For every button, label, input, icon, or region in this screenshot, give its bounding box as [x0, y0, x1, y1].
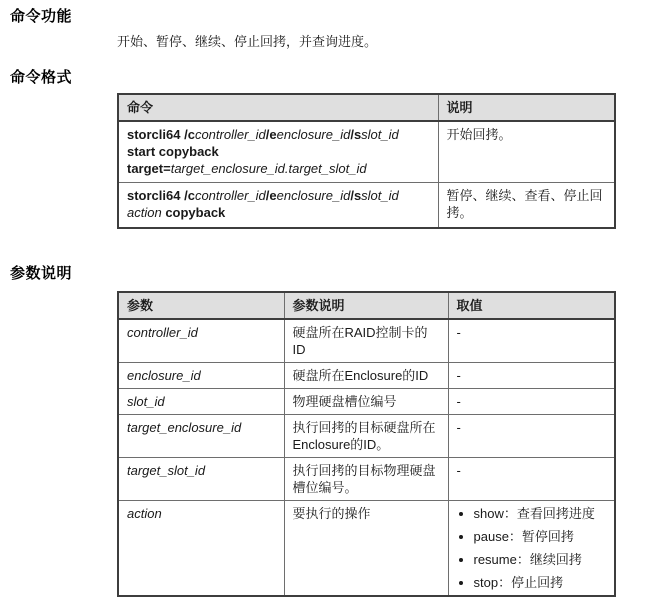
value-cell: - [448, 389, 615, 415]
command-segment: copyback [165, 204, 226, 220]
parameter-name: target_enclosure_id [127, 420, 242, 435]
table-row [118, 319, 615, 363]
command-segment: storcli64 /c [127, 187, 195, 203]
column-header: 取值 [448, 292, 615, 319]
command-segment: controller_id [194, 127, 266, 142]
column-header: 参数 [118, 292, 284, 319]
parameter-name-cell [118, 501, 284, 597]
parameter-description-cell: 硬盘所在RAID控制卡的ID [284, 319, 448, 363]
command-segment: start copyback [127, 144, 219, 159]
value-list-item: • resume：继续回拷 [474, 551, 607, 568]
column-header: 说明 [438, 94, 615, 121]
command-table [117, 93, 616, 229]
command-cell [118, 182, 438, 228]
command-cell [118, 121, 438, 182]
parameter-description-cell: 执行回拷的目标硬盘所在Enclosure的ID。 [284, 415, 448, 458]
command-segment: target= [127, 161, 171, 176]
parameter-name-cell [118, 415, 284, 458]
command-segment: enclosure_id [276, 127, 351, 142]
parameter-table-header [118, 292, 615, 319]
table-row [118, 121, 615, 182]
command-segment: slot_id [361, 127, 399, 142]
command-function-description: 开始、暂停、继续、停止回拷，并查询进度。 [117, 34, 378, 49]
parameter-name: controller_id [127, 325, 198, 340]
value-list [457, 505, 607, 591]
section-heading-parameter-description: 参数说明 [10, 265, 73, 282]
table-row [118, 458, 615, 501]
table-row [118, 363, 615, 389]
table-header-row [118, 94, 615, 121]
parameter-name-cell [118, 389, 284, 415]
table-row [118, 415, 615, 458]
command-segment: storcli64 /c [127, 127, 195, 142]
parameter-description-cell: 物理硬盘槽位编号 [284, 389, 448, 415]
value-list-item: • stop：停止回拷 [474, 574, 607, 591]
command-segment: target_enclosure_id.target_slot_id [170, 161, 367, 176]
value-list-item: • show：查看回拷进度 [474, 505, 607, 522]
parameter-name-cell [118, 319, 284, 363]
parameter-name: action [127, 506, 162, 521]
table-row [118, 182, 615, 228]
command-segment: enclosure_id [276, 187, 351, 203]
parameter-name-cell [118, 363, 284, 389]
parameter-name: enclosure_id [127, 368, 201, 383]
command-segment: action [127, 204, 166, 220]
command-segment: slot_id [361, 187, 399, 203]
value-cell: - [448, 415, 615, 458]
command-segment: controller_id [194, 187, 266, 203]
value-list-item: • pause：暂停回拷 [474, 528, 607, 545]
parameter-name: slot_id [127, 394, 165, 409]
column-header: 参数说明 [284, 292, 448, 319]
value-cell: - [448, 319, 615, 363]
table-row [118, 501, 615, 597]
parameter-table-body [118, 319, 615, 596]
column-header: 命令 [118, 94, 438, 121]
command-segment: /e [265, 187, 277, 203]
table-row [118, 389, 615, 415]
section-heading-command-format: 命令格式 [10, 69, 73, 86]
section-heading-command-function: 命令功能 [10, 8, 73, 25]
value-cell: - [448, 458, 615, 501]
command-segment: /s [350, 127, 362, 142]
description-cell: 暂停、继续、查看、停止回拷。 [438, 182, 615, 228]
parameter-name: target_slot_id [127, 463, 206, 478]
value-cell: - [448, 363, 615, 389]
parameter-name-cell [118, 458, 284, 501]
command-table-body [118, 121, 615, 228]
command-segment: /e [265, 127, 277, 142]
table-header-row [118, 292, 615, 319]
command-segment: /s [350, 187, 362, 203]
command-table-header [118, 94, 615, 121]
parameter-description-cell: 执行回拷的目标物理硬盘槽位编号。 [284, 458, 448, 501]
parameter-description-cell: 硬盘所在Enclosure的ID [284, 363, 448, 389]
parameter-table [117, 291, 616, 597]
description-cell: 开始回拷。 [438, 121, 615, 182]
parameter-description-cell: 要执行的操作 [284, 501, 448, 597]
value-cell [448, 501, 615, 597]
